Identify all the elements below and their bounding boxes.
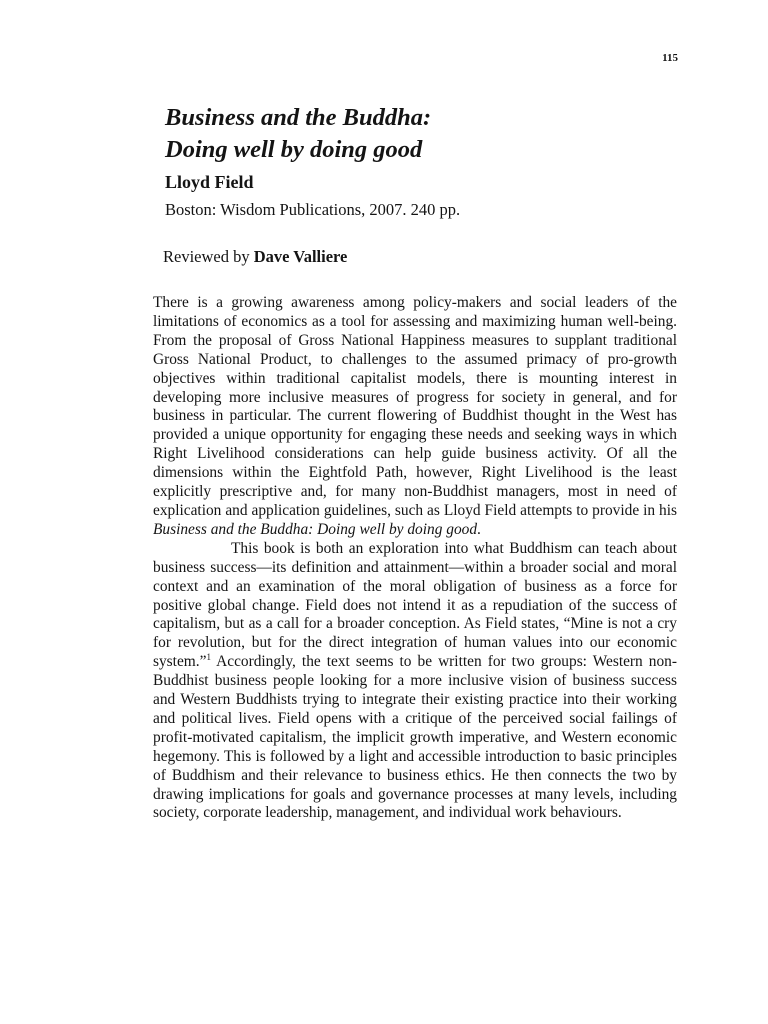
reviewer-line bbox=[163, 246, 347, 268]
page-number: 115 bbox=[662, 52, 678, 64]
publication-info: Boston: Wisdom Publications, 2007. 240 pp. bbox=[165, 200, 461, 219]
book-title bbox=[165, 102, 725, 166]
book-author: Lloyd Field bbox=[165, 172, 254, 192]
reviewer-prefix: Reviewed by bbox=[163, 247, 250, 266]
book-title-line-2: Doing well by doing good bbox=[165, 136, 423, 163]
paragraph-1-text: There is a growing awareness among policy-makers and social leaders of the limitations of economics as a tool for assessing and maximizing human well-being. From the proposal of Gross National Happiness measures to supplant traditional Gross National Product, to challenges to the assumed primacy of pro-growth objectives within traditional capitalist models, there is mounting interest in developing more inclusive measures of progress for society in general, and for business in particular. The current flowering of Buddhist thought in the West has provided a unique opportunity for engaging these needs and seeking ways in which Right Livelihood considerations can help guide business activity. Of all the dimensions within the Eightfold Path, however, Right Livelihood is the least explicitly prescriptive and, for many non-Buddhist managers, most in need of explication and application guidelines, such as Lloyd Field attempts to provide in his bbox=[153, 294, 677, 519]
reviewer-name: Dave Valliere bbox=[253, 247, 348, 266]
paragraph-2 bbox=[153, 540, 677, 824]
review-header bbox=[165, 102, 725, 221]
review-body bbox=[153, 294, 677, 823]
book-title-line-1: Business and the Buddha: bbox=[165, 104, 432, 131]
paragraph-1 bbox=[153, 294, 677, 540]
footnote-marker: 1 bbox=[206, 652, 211, 663]
paragraph-2-text-a: This book is both an exploration into what Buddhism can teach about business success—its definition and attainment—within a broader social and moral context and an examination of the moral obligation of business as a force for positive global change. Field does not intend it as a repudiation of the success of capitalism, but as a call for a broader conception. As Field states, “Mine is not a cry for revolution, but for the direct integration of human values into our economic system.” bbox=[153, 539, 677, 671]
paragraph-2-text-b: Accordingly, the text seems to be written for two groups: Western non-Buddhist business people looking for a more inclusive vision of business success and Western Buddhists trying to integrate their existing practice into their working and political lives. Field opens with a critique of the perceived social failings of profit-motivated capitalism, the implicit growth imperative, and Western economic hegemony. This is followed by a light and accessible introduction to basic principles of Buddhism and their relevance to business ethics. He then connects the two by drawing implications for goals and governance processes at many levels, including society, corporate leadership, management, and individual work behaviours. bbox=[153, 653, 677, 822]
paragraph-1-end: . bbox=[477, 520, 481, 538]
book-title-reference: Business and the Buddha: Doing well by doing good bbox=[153, 520, 478, 538]
